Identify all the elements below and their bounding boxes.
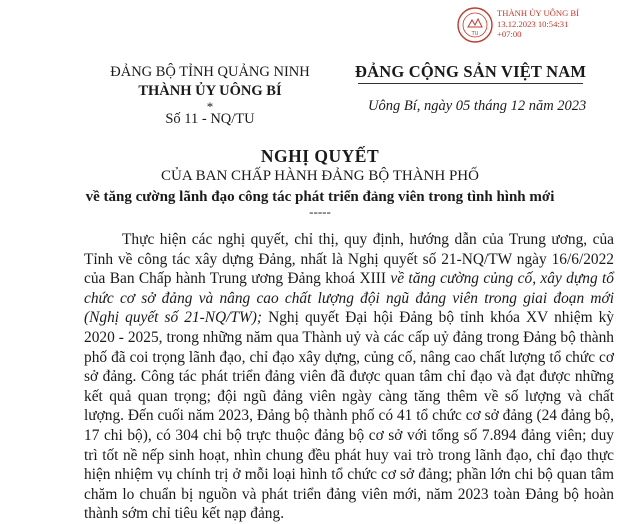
document-topic: về tăng cường lãnh đạo công tác phát triển đảng viên trong tình hình mới	[85, 189, 555, 205]
city-party-committee: THÀNH ỦY UÔNG BÍ	[138, 83, 282, 99]
document-number: Số 11 - NQ/TU	[165, 111, 255, 127]
header-star: *	[206, 99, 214, 114]
document-subtitle: CỦA BAN CHẤP HÀNH ĐẢNG BỘ THÀNH PHỐ	[161, 168, 479, 184]
place-date: Uông Bí, ngày 05 tháng 12 năm 2023	[368, 98, 587, 114]
stamp-timestamp: 13.12.2023 10:54:31	[497, 18, 569, 29]
stamp-text	[497, 8, 579, 40]
body-paragraph	[84, 230, 614, 524]
digital-signature-stamp	[452, 4, 637, 44]
document-body	[84, 230, 614, 524]
party-name-heading: ĐẢNG CỘNG SẢN VIỆT NAM	[355, 62, 587, 81]
paragraph-text-main: Nghị quyết Đại hội Đảng bộ tỉnh khóa XV nhiệm kỳ 2020 - 2025, trong những năm qua Thành uỷ và các cấp uỷ đảng trong Đảng bộ thành phố đã coi trọng lãnh đạo, chỉ đạo xây dựng, củng cố, nâng cao chất lượng tổ chức cơ sở đảng. Công tác phát triển đảng viên đã được quan tâm chỉ đạo và đạt được những kết quả quan trọng; đội ngũ đảng viên ngày càng tăng thêm về số lượng và chất lượng. Đến cuối năm 2023, Đảng bộ thành phố có 41 tổ chức cơ sở đảng (24 đảng bộ, 17 chi bộ), có 304 chi bộ trực thuộc đảng bộ cơ sở với tổng số 7.894 đảng viên; duy trì tốt nề nếp sinh hoạt, nhìn chung đều phát huy vai trò trong lãnh đạo, chỉ đạo thực hiện nhiệm vụ chính trị ở mỗi loại hình tổ chức cơ sở đảng; phần lớn chi bộ quan tâm chăm lo chuẩn bị nguồn và phát triển đảng viên mới, năm 2023 toàn Đảng bộ hoàn thành sớm chỉ tiêu kết nạp đảng.	[84, 309, 614, 523]
stamp-timezone: +07:00	[497, 29, 522, 40]
provincial-party-committee: ĐẢNG BỘ TỈNH QUẢNG NINH	[110, 64, 310, 80]
seal-icon	[456, 6, 494, 44]
stamp-org: THÀNH ỦY UÔNG BÍ	[497, 8, 580, 18]
svg-text:TU: TU	[471, 31, 479, 37]
paragraph-text-intro: Thực hiện các nghị quyết, chỉ thị, quy định, hướng dẫn của Trung ương, của Tỉnh về công tác xây dựng Đảng, nhất là Nghị quyết số 21-NQ/TW ngày 16/6/2022 của Ban Chấp hành Trung ương Đảng khoá XIII	[84, 231, 614, 288]
separator: -----	[309, 204, 331, 219]
paragraph-text-italic: về tăng cường củng cố, xây dựng tổ chức cơ sở đảng và nâng cao chất lượng đội ngũ đảng viên trong giai đoạn mới (Nghị quyết số 21-NQ/TW);	[84, 270, 615, 327]
document-title: NGHỊ QUYẾT	[260, 146, 380, 166]
heading-underline	[358, 83, 583, 84]
